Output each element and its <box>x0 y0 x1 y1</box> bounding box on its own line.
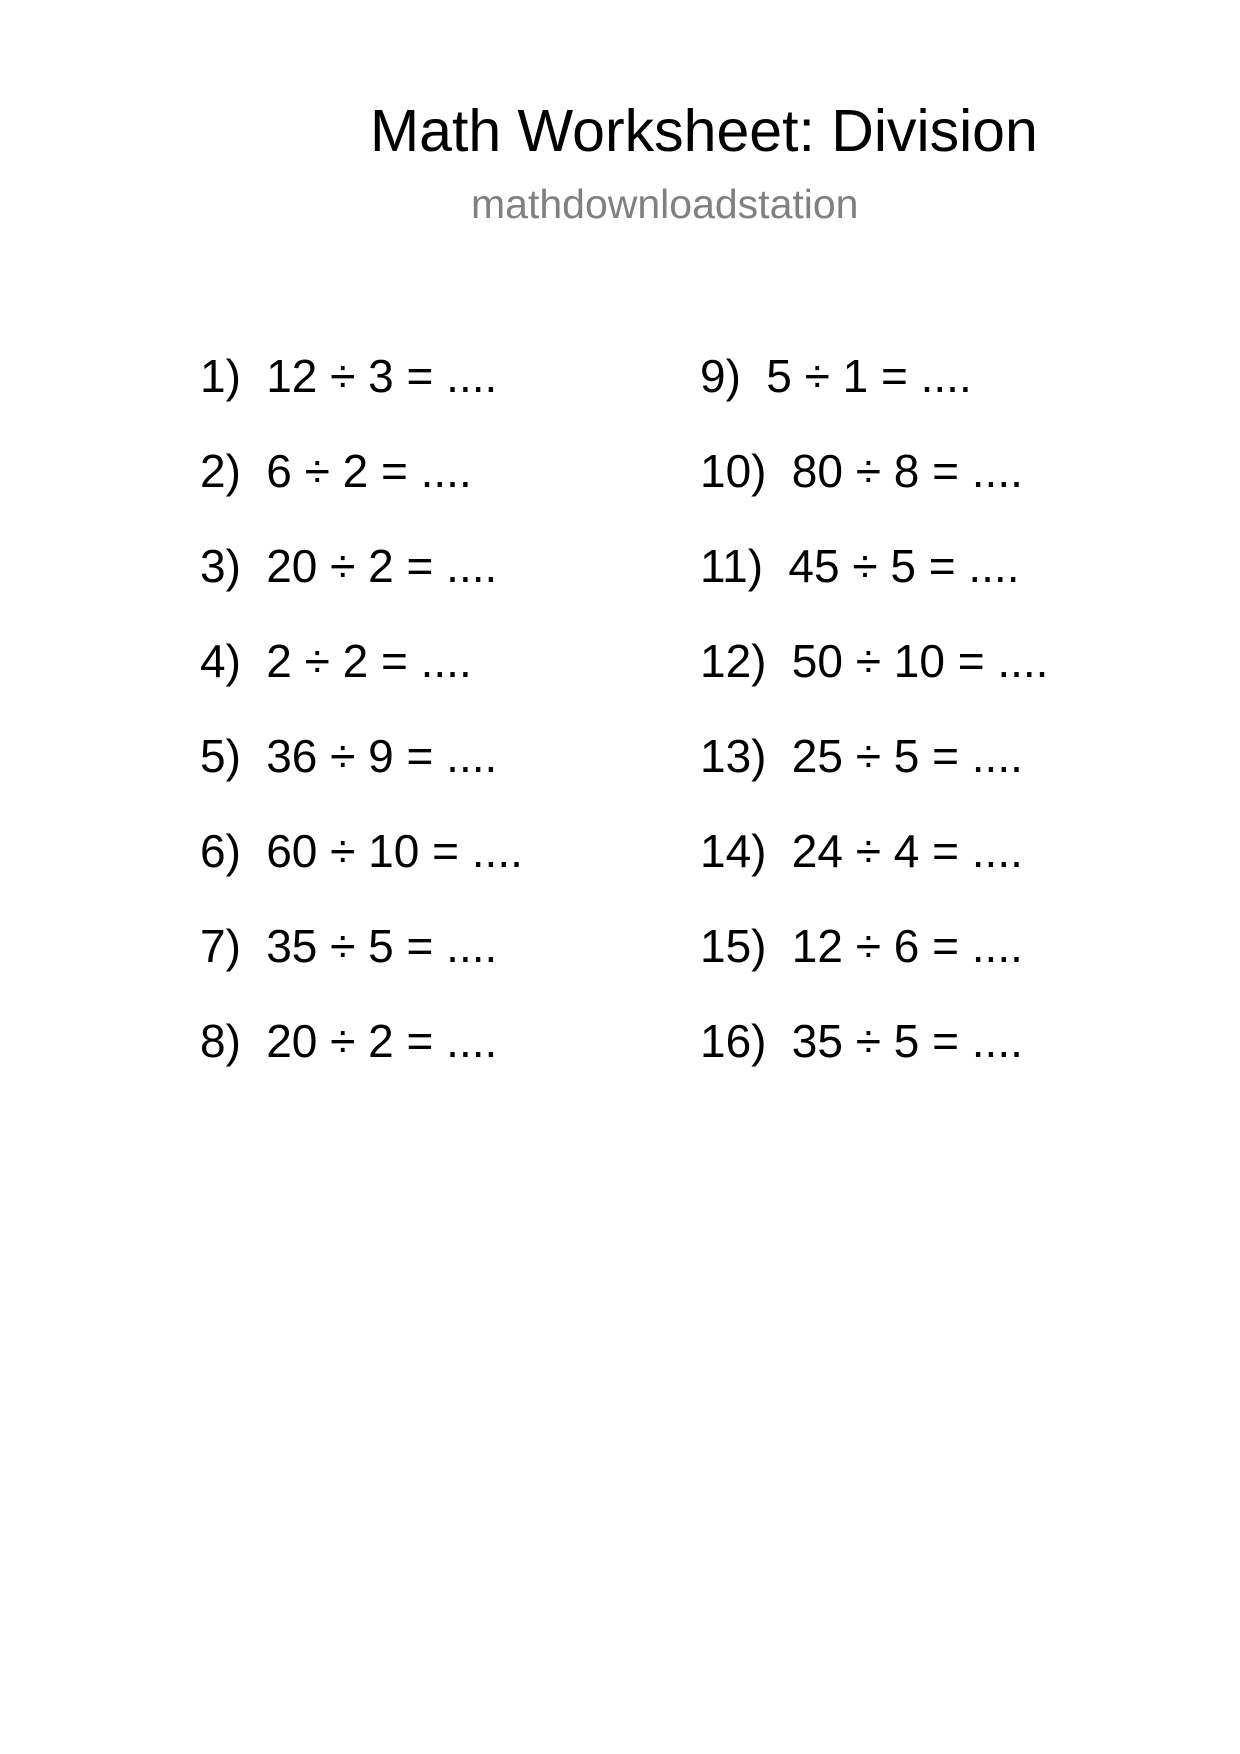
problem-number: 6) <box>200 825 241 877</box>
problem-number: 10) <box>700 445 767 497</box>
problem-expression: 6 ÷ 2 = .... <box>266 445 472 497</box>
problem-number: 8) <box>200 1015 241 1067</box>
problem-number: 11) <box>700 540 764 592</box>
problem-item <box>700 1013 1048 1108</box>
problem-number: 4) <box>200 635 241 687</box>
problems-column-left <box>200 348 523 1108</box>
problem-number: 16) <box>700 1015 767 1067</box>
problem-number: 9) <box>700 350 741 402</box>
problem-item <box>200 1013 523 1108</box>
problem-number: 3) <box>200 540 241 592</box>
problem-item <box>700 348 1048 443</box>
problem-expression: 5 ÷ 1 = .... <box>766 350 972 402</box>
problem-expression: 25 ÷ 5 = .... <box>791 730 1023 782</box>
problem-item <box>700 918 1048 1013</box>
problem-expression: 45 ÷ 5 = .... <box>788 540 1020 592</box>
problem-expression: 35 ÷ 5 = .... <box>791 1015 1023 1067</box>
problem-number: 5) <box>200 730 241 782</box>
problem-item <box>700 823 1048 918</box>
problem-expression: 50 ÷ 10 = .... <box>791 635 1049 687</box>
problem-number: 7) <box>200 920 241 972</box>
problem-expression: 20 ÷ 2 = .... <box>266 1015 498 1067</box>
problem-expression: 2 ÷ 2 = .... <box>266 635 472 687</box>
problems-column-right <box>700 348 1048 1108</box>
problem-expression: 36 ÷ 9 = .... <box>266 730 498 782</box>
problem-item <box>700 633 1048 728</box>
worksheet-title: Math Worksheet: Division <box>370 98 1038 164</box>
problem-number: 13) <box>700 730 767 782</box>
problem-item <box>200 538 523 633</box>
problem-number: 14) <box>700 825 767 877</box>
problem-item <box>200 443 523 538</box>
problem-number: 1) <box>200 350 241 402</box>
problem-item <box>200 918 523 1013</box>
problem-item <box>700 443 1048 538</box>
worksheet-source: mathdownloadstation <box>471 181 859 227</box>
problem-expression: 12 ÷ 3 = .... <box>266 350 498 402</box>
problem-number: 15) <box>700 920 767 972</box>
problem-item <box>700 538 1048 633</box>
problem-item <box>200 348 523 443</box>
problem-item <box>700 728 1048 823</box>
problem-expression: 60 ÷ 10 = .... <box>266 825 523 877</box>
problem-number: 2) <box>200 445 241 497</box>
problem-expression: 20 ÷ 2 = .... <box>266 540 498 592</box>
problem-expression: 12 ÷ 6 = .... <box>791 920 1023 972</box>
problem-expression: 80 ÷ 8 = .... <box>791 445 1023 497</box>
problem-item <box>200 823 523 918</box>
problem-item <box>200 633 523 728</box>
problem-expression: 24 ÷ 4 = .... <box>791 825 1023 877</box>
problem-number: 12) <box>700 635 767 687</box>
problem-expression: 35 ÷ 5 = .... <box>266 920 498 972</box>
problem-item <box>200 728 523 823</box>
